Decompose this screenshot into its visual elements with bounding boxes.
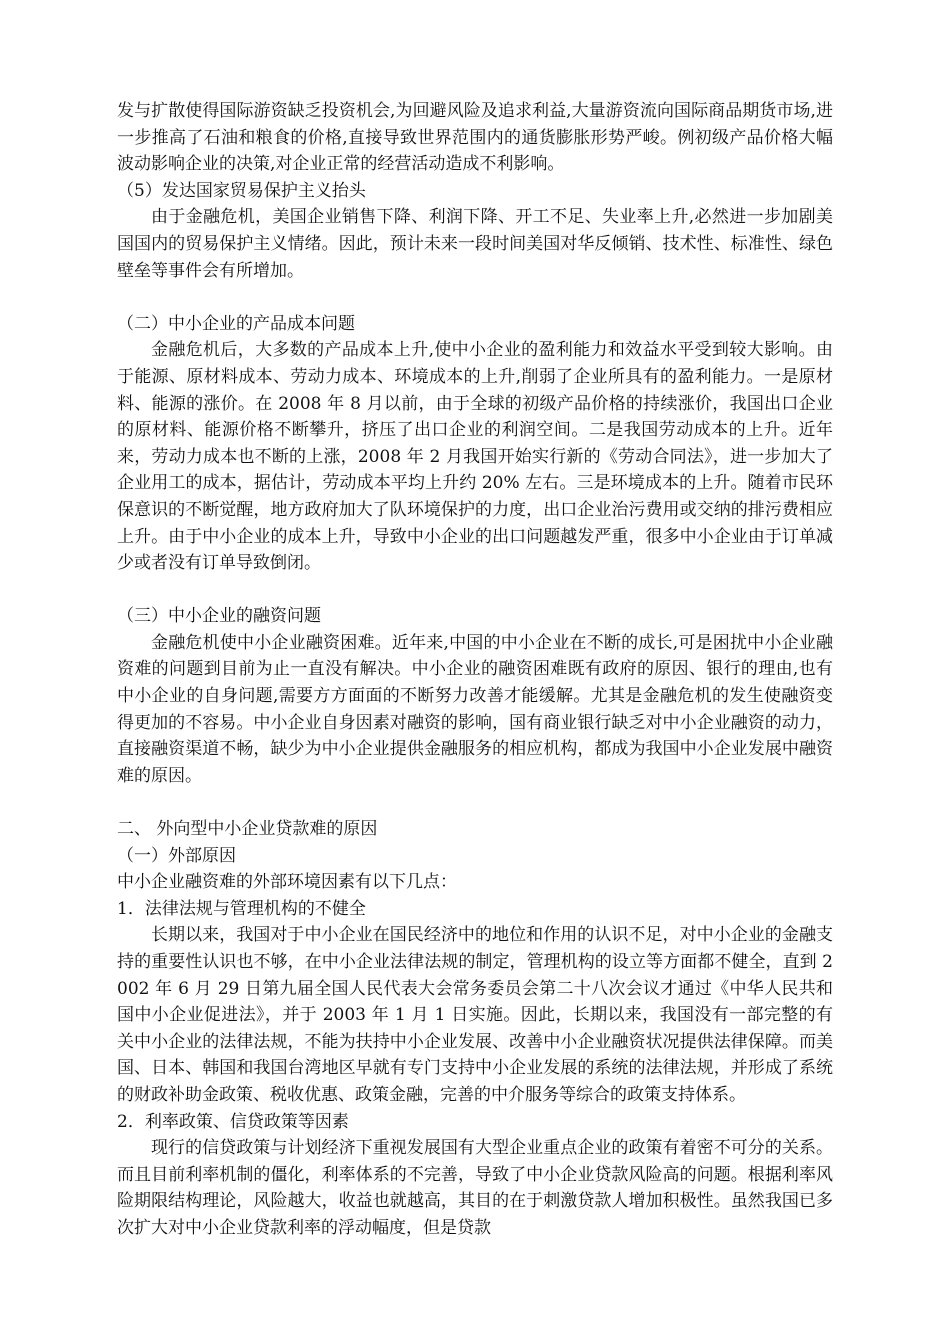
blank-line	[117, 284, 833, 311]
section-heading: （二）中小企业的产品成本问题	[117, 313, 355, 334]
section-heading: 1．法律法规与管理机构的不健全	[117, 898, 366, 919]
section-heading: 2．利率政策、信贷政策等因素	[117, 1111, 349, 1132]
section-heading: （三）中小企业的融资问题	[117, 606, 321, 627]
blank-line	[117, 789, 833, 816]
paragraph: 由于金融危机，美国企业销售下降、利润下降、开工不足、失业率上升,必然进一步加剧美国国内的贸易保护主义情绪。因此，预计未来一段时间美国对华反倾销、技术性、标准性、绿色壁垒等事件会有所增加。	[117, 207, 833, 281]
section-heading: 二、 外向型中小企业贷款难的原因	[117, 819, 378, 840]
paragraph: 金融危机使中小企业融资困难。近年来,中国的中小企业在不断的成长,可是困扰中小企业融资难的问题到目前为止一直没有解决。中小企业的融资困难既有政府的原因、银行的理由,也有中小企业的自身问题,需要方方面面的不断努力改善才能缓解。尤其是金融危机的发生使融资变得更加的不容易。中小企业自身因素对融资的影响，国有商业银行缺乏对中小企业融资的动力，直接融资渠道不畅，缺少为中小企业提供金融服务的相应机构，都成为我国中小企业发展中融资难的原因。	[117, 632, 833, 786]
section-heading: （5）发达国家贸易保护主义抬头	[117, 180, 366, 201]
paragraph: 长期以来，我国对于中小企业在国民经济中的地位和作用的认识不足，对中小企业的金融支持的重要性认识也不够，在中小企业法律法规的制定，管理机构的设立等方面都不健全，直到 2002 年 6 月 29 日第九届全国人民代表大会常务委员会第二十八次会议才通过《中华人民共和国中小企业促进法》，并于 2003 年 1 月 1 日实施。因此，长期以来，我国没有一部完整的有关中小企业的法律法规，不能为扶持中小企业发展、改善中小企业融资状况提供法律保障。而美国、日本、韩国和我国台湾地区早就有专门支持中小企业发展的系统的法律法规，并形成了系统的财政补助金政策、税收优惠、政策金融，完善的中介服务等综合的政策支持体系。	[117, 925, 833, 1105]
blank-line	[117, 577, 833, 604]
document-body	[117, 98, 833, 1242]
paragraph: 现行的信贷政策与计划经济下重视发展国有大型企业重点企业的政策有着密不可分的关系。而且目前利率机制的僵化，利率体系的不完善，导致了中小企业贷款风险高的问题。根据利率风险期限结构理论，风险越大，收益也就越高，其目的在于刺激贷款人增加积极性。虽然我国已多次扩大对中小企业贷款利率的浮动幅度，但是贷款	[117, 1138, 833, 1238]
section-heading: 中小企业融资难的外部环境因素有以下几点：	[117, 872, 457, 893]
section-heading: （一）外部原因	[117, 845, 236, 866]
paragraph-continued: 发与扩散使得国际游资缺乏投资机会,为回避风险及追求利益,大量游资流向国际商品期货市场,进一步推高了石油和粮食的价格,直接导致世界范围内的通货膨胀形势严峻。例初级产品价格大幅波动影响企业的决策,对企业正常的经营活动造成不利影响。	[117, 101, 833, 175]
paragraph: 金融危机后，大多数的产品成本上升,使中小企业的盈利能力和效益水平受到较大影响。由于能源、原材料成本、劳动力成本、环境成本的上升,削弱了企业所具有的盈利能力。一是原材料、能源的涨价。在 2008 年 8 月以前，由于全球的初级产品价格的持续涨价，我国出口企业的原材料、能源价格不断攀升，挤压了出口企业的利润空间。二是我国劳动成本的上升。近年来，劳动力成本也不断的上涨，2008 年 2 月我国开始实行新的《劳动合同法》，进一步加大了企业用工的成本，据估计，劳动成本平均上升约 20% 左右。三是环境成本的上升。随着市民环保意识的不断觉醒，地方政府加大了队环境保护的力度，出口企业治污费用或交纳的排污费相应上升。由于中小企业的成本上升，导致中小企业的出口问题越发严重，很多中小企业由于订单减少或者没有订单导致倒闭。	[117, 340, 833, 574]
